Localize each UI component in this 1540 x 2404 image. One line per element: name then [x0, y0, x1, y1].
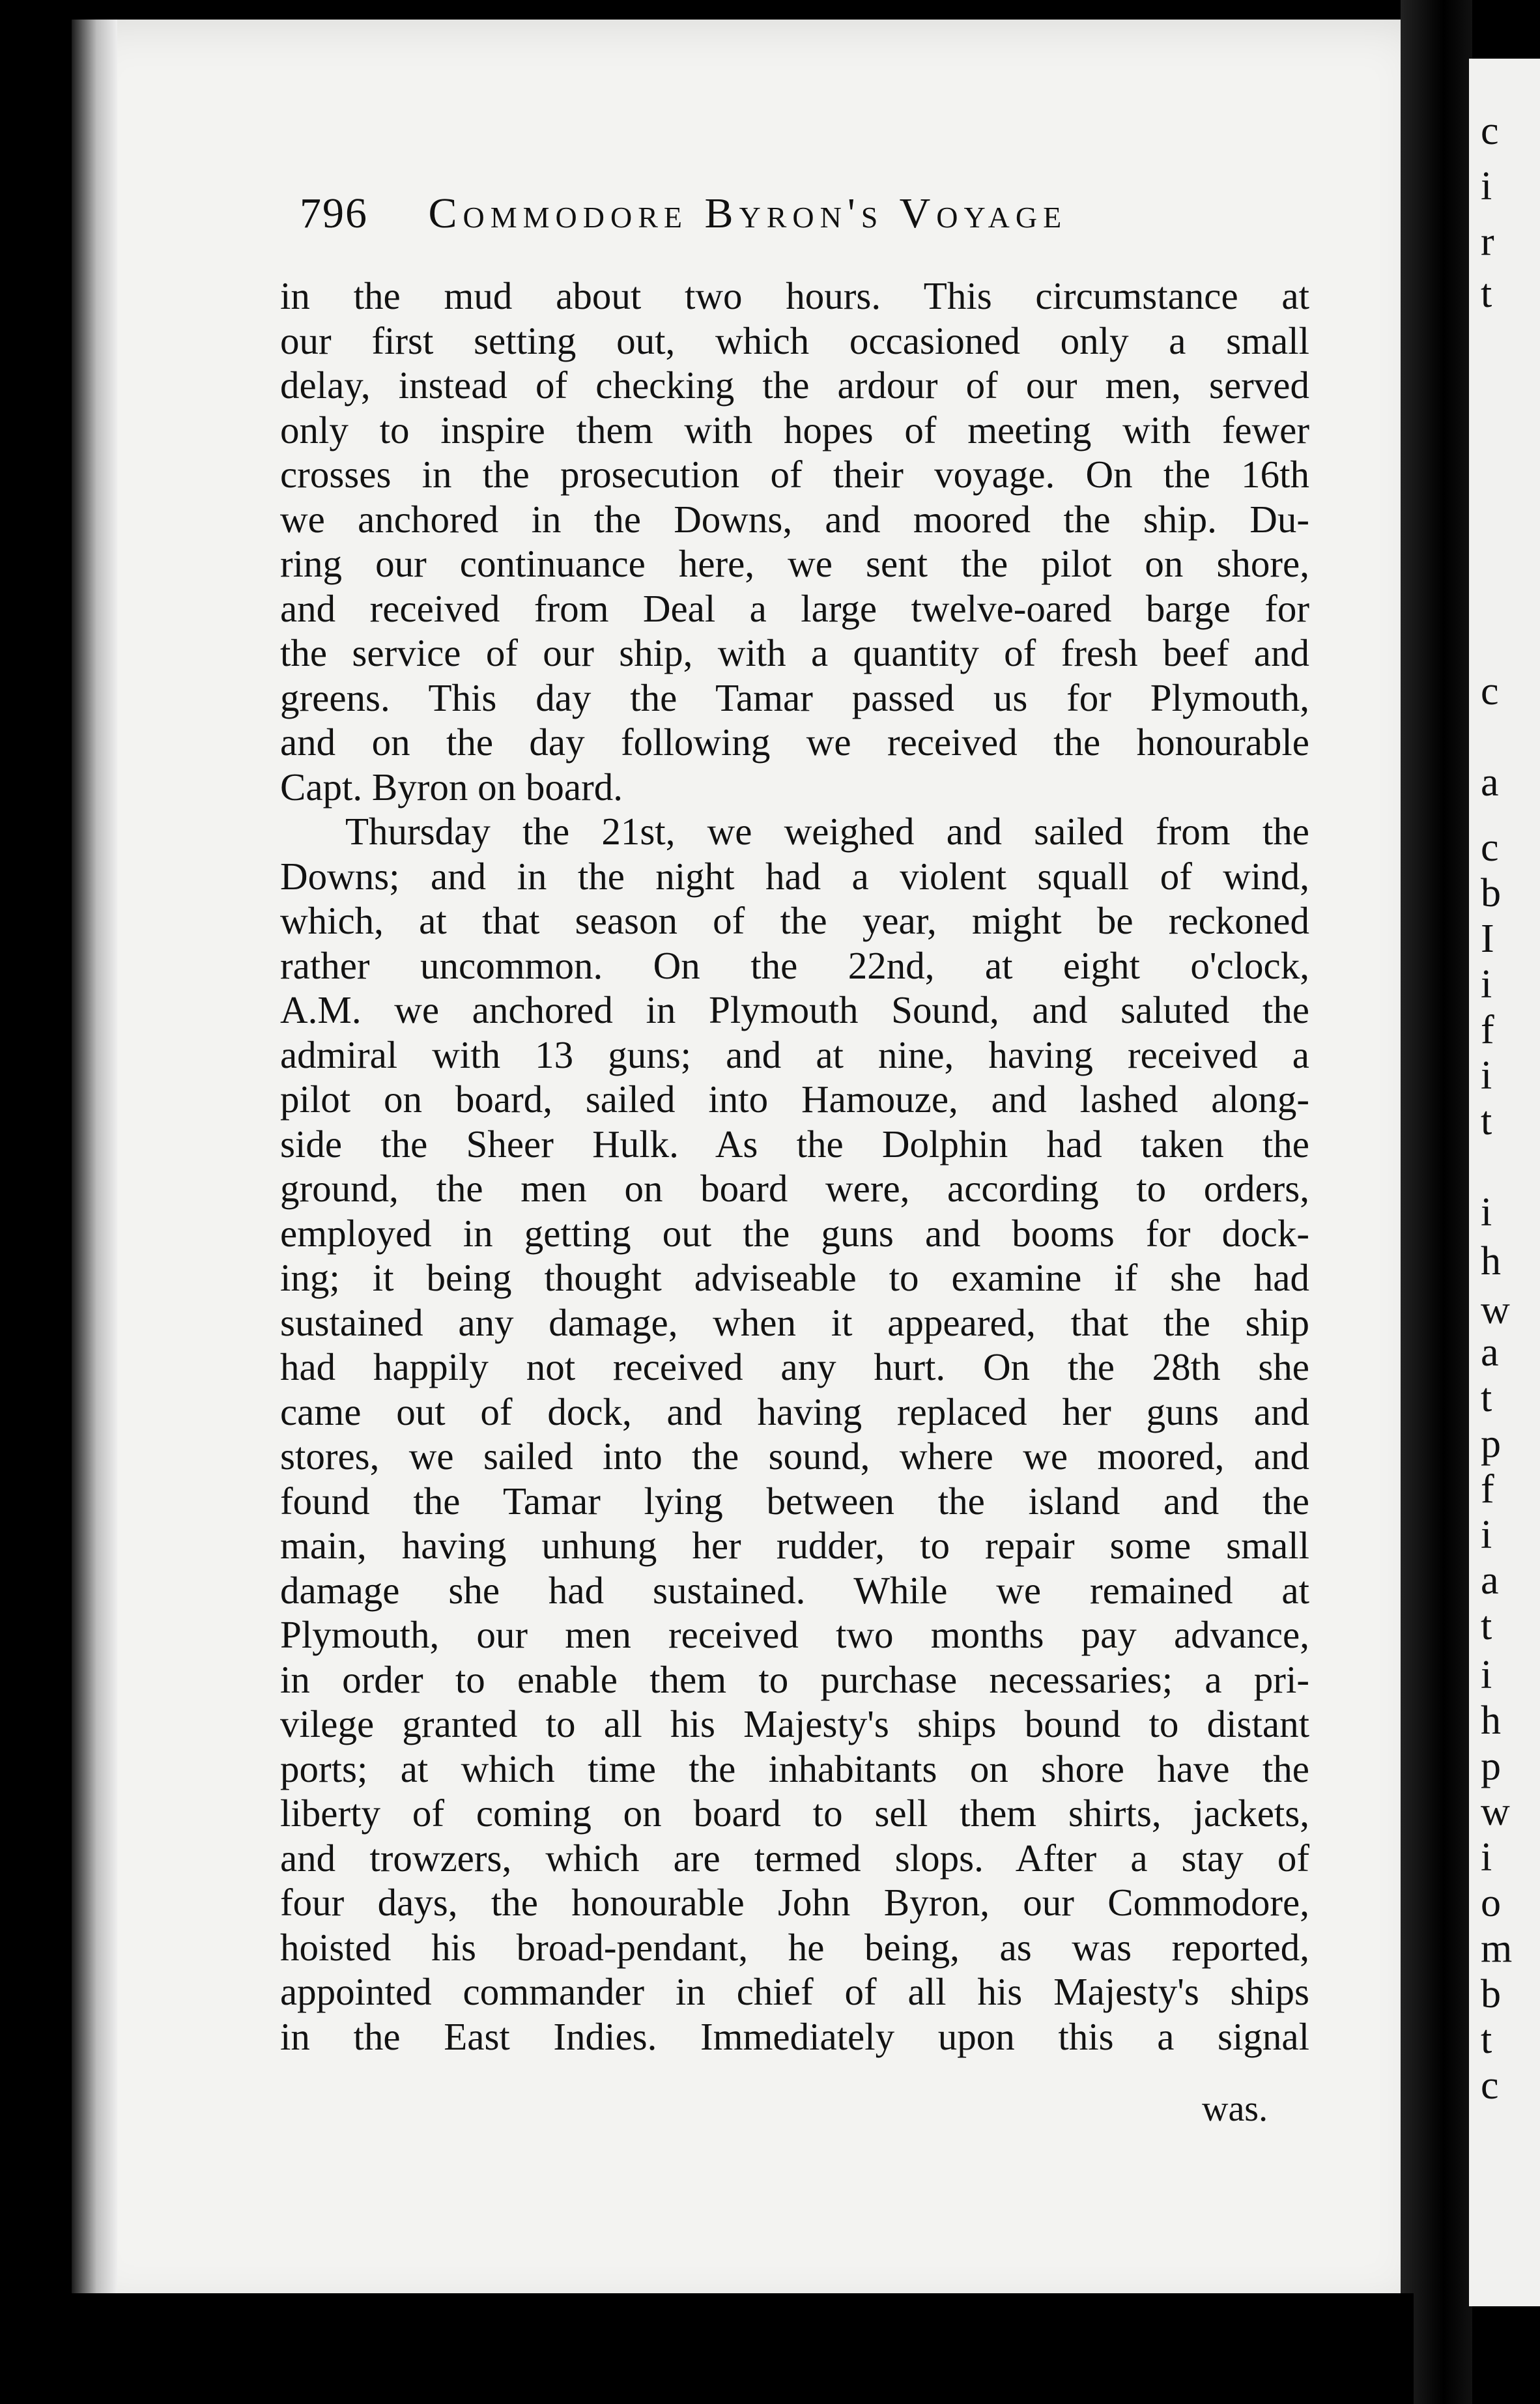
- text-line: A.M. we anchored in Plymouth Sound, and saluted the: [280, 988, 1309, 1031]
- facing-page-fragment: f: [1481, 1008, 1494, 1052]
- facing-page-fragment: t: [1481, 1099, 1492, 1143]
- facing-page-fragment: r: [1481, 220, 1494, 264]
- text-line: delay, instead of checking the ardour of our men, served: [280, 364, 1309, 407]
- catchword: was.: [1202, 2089, 1268, 2129]
- page-left-edge-shadow: [72, 20, 117, 2313]
- facing-page-fragment: i: [1481, 1190, 1492, 1235]
- facing-page-fragment: a: [1481, 1558, 1499, 1603]
- facing-page-fragment: a: [1481, 1330, 1499, 1375]
- facing-page-fragment: c: [1481, 825, 1499, 870]
- facing-page-fragment: w: [1481, 1288, 1510, 1332]
- facing-page-fragment: t: [1481, 272, 1492, 316]
- facing-page-fragment: t: [1481, 1376, 1492, 1420]
- facing-page-fragment: p: [1481, 1744, 1501, 1788]
- text-line: which, at that season of the year, might be reckoned: [280, 899, 1309, 942]
- facing-page: [1469, 59, 1540, 2306]
- facing-page-fragment: i: [1481, 962, 1492, 1007]
- running-head: [300, 189, 1212, 238]
- text-line: and received from Deal a large twelve-oared barge for: [280, 586, 1309, 630]
- facing-page-fragment: p: [1481, 1422, 1501, 1466]
- facing-page-fragment: c: [1481, 109, 1499, 153]
- facing-page-fragment: w: [1481, 1790, 1510, 1834]
- text-line: Capt. Byron on board.: [280, 765, 623, 808]
- text-line: in the East Indies. Immediately upon this a signal: [280, 2014, 1309, 2058]
- text-line: in order to enable them to purchase necessaries; a pri-: [280, 1657, 1309, 1701]
- facing-page-fragment: i: [1481, 1513, 1492, 1557]
- text-line: side the Sheer Hulk. As the Dolphin had taken the: [280, 1122, 1309, 1166]
- text-line: and on the day following we received the honourable: [280, 721, 1309, 764]
- text-line: had happily not received any hurt. On the 28th she: [280, 1345, 1309, 1388]
- book-gutter: [1401, 0, 1472, 2404]
- text-line: and trowzers, which are termed slops. After a stay of: [280, 1836, 1309, 1880]
- text-line: Thursday the 21st, we weighed and sailed from the: [345, 810, 1309, 853]
- text-line: ground, the men on board were, according to orders,: [280, 1167, 1309, 1210]
- facing-page-fragment: c: [1481, 669, 1499, 713]
- text-line: crosses in the prosecution of their voyage. On the 16th: [280, 453, 1309, 496]
- text-line: sustained any damage, when it appeared, that the ship: [280, 1300, 1309, 1344]
- text-line: greens. This day the Tamar passed us for Plymouth,: [280, 676, 1309, 719]
- facing-page-fragment: a: [1481, 760, 1499, 805]
- facing-page-fragment: t: [1481, 2018, 1492, 2062]
- text-line: Plymouth, our men received two months pay advance,: [280, 1613, 1309, 1656]
- text-line: the service of our ship, with a quantity of fresh beef and: [280, 631, 1309, 674]
- text-line: we anchored in the Downs, and moored the ship. Du-: [280, 497, 1309, 541]
- facing-page-fragment: b: [1481, 1972, 1501, 2016]
- text-line: came out of dock, and having replaced her guns and: [280, 1390, 1309, 1433]
- page-bottom-shadow: [72, 2293, 1414, 2404]
- text-line: liberty of coming on board to sell them shirts, jackets,: [280, 1792, 1309, 1835]
- text-line: ring our continuance here, we sent the pilot on shore,: [280, 542, 1309, 585]
- facing-page-fragment: t: [1481, 1604, 1492, 1648]
- facing-page-fragment: I: [1481, 917, 1494, 961]
- text-line: four days, the honourable John Byron, our Commodore,: [280, 1881, 1309, 1924]
- text-line: only to inspire them with hopes of meeting with fewer: [280, 408, 1309, 451]
- text-line: vilege granted to all his Majesty's ships bound to distant: [280, 1702, 1309, 1745]
- text-line: main, having unhung her rudder, to repair some small: [280, 1524, 1309, 1567]
- facing-page-fragment: i: [1481, 164, 1492, 208]
- facing-page-fragment: f: [1481, 1467, 1494, 1511]
- body-text: [280, 274, 1309, 2059]
- text-line: in the mud about two hours. This circumstance at: [280, 274, 1309, 317]
- facing-page-fragment: i: [1481, 1835, 1492, 1880]
- text-line: employed in getting out the guns and booms for dock-: [280, 1211, 1309, 1255]
- facing-page-fragment: i: [1481, 1053, 1492, 1098]
- running-title: Commodore Byron's Voyage: [428, 190, 1068, 237]
- text-line: ports; at which time the inhabitants on shore have the: [280, 1747, 1309, 1790]
- text-line: our first setting out, which occasioned only a small: [280, 319, 1309, 362]
- text-line: hoisted his broad-pendant, he being, as was reported,: [280, 1925, 1309, 1969]
- text-line: stores, we sailed into the sound, where we moored, and: [280, 1435, 1309, 1478]
- facing-page-fragment: i: [1481, 1653, 1492, 1697]
- text-line: damage she had sustained. While we remained at: [280, 1568, 1309, 1612]
- facing-page-fragment: h: [1481, 1239, 1501, 1283]
- text-line: ing; it being thought adviseable to examine if she had: [280, 1256, 1309, 1299]
- text-line: rather uncommon. On the 22nd, at eight o'clock,: [280, 943, 1309, 987]
- text-line: pilot on board, sailed into Hamouze, and lashed along-: [280, 1078, 1309, 1121]
- text-line: Downs; and in the night had a violent squall of wind,: [280, 854, 1309, 898]
- text-line: admiral with 13 guns; and at nine, having received a: [280, 1033, 1309, 1076]
- facing-page-fragment: c: [1481, 2063, 1499, 2108]
- page-number: 796: [300, 190, 368, 237]
- facing-page-fragment: m: [1481, 1926, 1513, 1971]
- facing-page-fragment: h: [1481, 1698, 1501, 1743]
- text-line: appointed commander in chief of all his Majesty's ships: [280, 1970, 1309, 2013]
- facing-page-fragment: b: [1481, 871, 1501, 915]
- facing-page-fragment: o: [1481, 1881, 1501, 1925]
- text-line: found the Tamar lying between the island and the: [280, 1479, 1309, 1523]
